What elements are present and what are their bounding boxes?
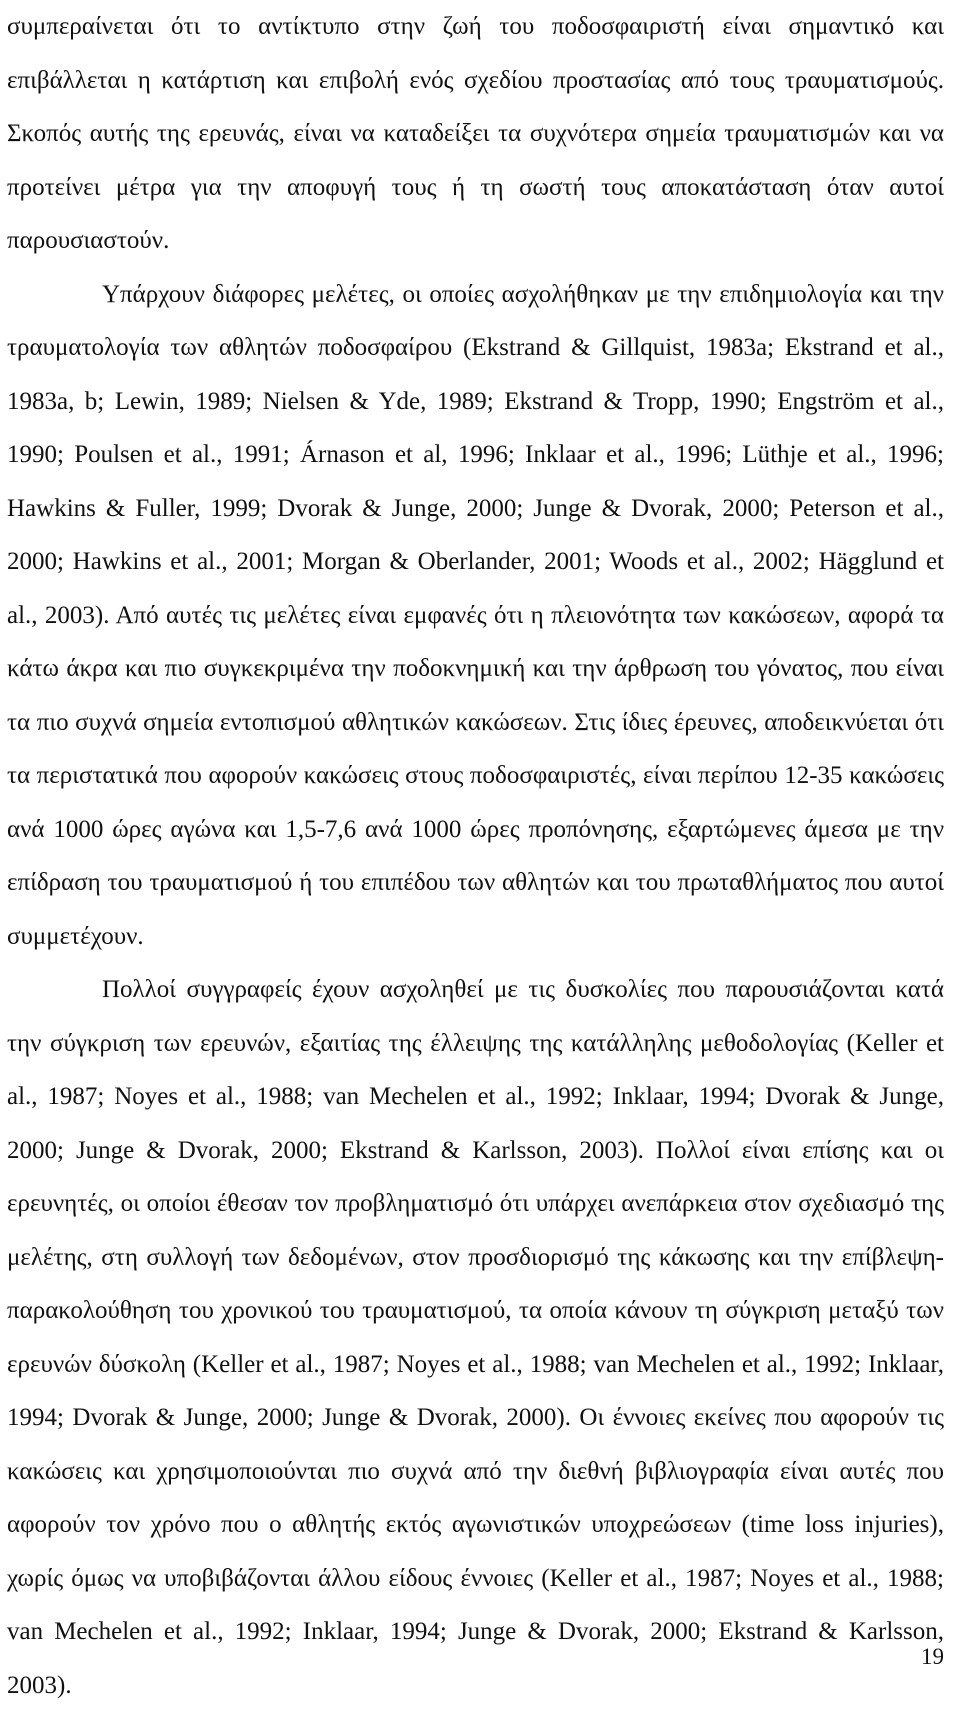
paragraph-methodology-difficulties: Πολλοί συγγραφείς έχουν ασχοληθεί με τις δυσκολίες που παρουσιάζονται κατά την σύγκριση των ερευνών, εξαιτίας της έλλειψης της κατάλληλης μεθοδολογίας (Keller et al., 1987; Noyes et al., 1988; van Mechelen et al., 1992; Inklaar, 1994; Dvorak & Junge, 2000; Junge & Dvorak, 2000; Ekstrand & Karlsson, 2003). Πολλοί είναι επίσης και οι ερευνητές, οι οποίοι έθεσαν τον προβληματισμό ότι υπάρχει ανεπάρκεια στον σχεδιασμό της μελέτης, στη συλλογή των δεδομένων, στον προσδιορισμό της κάκωσης και την επίβλεψη- παρακολούθηση του χρονικού του τραυματισμού, τα οποία κάνουν τη σύγκριση μεταξύ των ερευνών δύσκολη (Keller et al., 1987; Noyes et al., 1988; van Mechelen et al., 1992; Inklaar, 1994; Dvorak & Junge, 2000; Junge & Dvorak, 2000). Οι έννοιες εκείνες που αφορούν τις κακώσεις και χρησιμοποιούνται πιο συχνά από την διεθνή βιβλιογραφία είναι αυτές που αφορούν τον χρόνο που ο αθλητής εκτός αγωνιστικών υποχρεώσεων (time loss injuries), χωρίς όμως να υποβιβάζονται άλλου είδους έννοιες (Keller et al., 1987; Noyes et al., 1988; van Mechelen et al., 1992; Inklaar, 1994; Junge & Dvorak, 2000; Ekstrand & Karlsson, 2003).: [7, 976, 944, 1699]
body-text: [7, 0, 944, 1712]
page-number: 19: [921, 1644, 944, 1669]
paragraph-studies-epidemiology: Υπάρχουν διάφορες μελέτες, οι οποίες ασχολήθηκαν με την επιδημιολογία και την τραυματολογία των αθλητών ποδοσφαίρου (Ekstrand & Gillquist, 1983a; Ekstrand et al., 1983a, b; Lewin, 1989; Nielsen & Yde, 1989; Ekstrand & Tropp, 1990; Engström et al., 1990; Poulsen et al., 1991; Árnason et al, 1996; Inklaar et al., 1996; Lüthje et al., 1996; Hawkins & Fuller, 1999; Dvorak & Junge, 2000; Junge & Dvorak, 2000; Peterson et al., 2000; Hawkins et al., 2001; Morgan & Oberlander, 2001; Woods et al., 2002; Hägglund et al., 2003). Από αυτές τις μελέτες είναι εμφανές ότι η πλειονότητα των κακώσεων, αφορά τα κάτω άκρα και πιο συγκεκριμένα την ποδοκνημική και την άρθρωση του γόνατος, που είναι τα πιο συχνά σημεία εντοπισμού αθλητικών κακώσεων. Στις ίδιες έρευνες, αποδεικνύεται ότι τα περιστατικά που αφορούν κακώσεις στους ποδοσφαιριστές, είναι περίπου 12-35 κακώσεις ανά 1000 ώρες αγώνα και 1,5-7,6 ανά 1000 ώρες προπόνησης, εξαρτώμενες άμεσα με την επίδραση του τραυματισμού ή του επιπέδου των αθλητών και του πρωταθλήματος που αυτοί συμμετέχουν.: [7, 280, 944, 950]
paragraph-intro-continuation: συμπεραίνεται ότι το αντίκτυπο στην ζωή του ποδοσφαιριστή είναι σημαντικό και επιβάλλεται η κατάρτιση και επιβολή ενός σχεδίου προστασίας από τους τραυματισμούς. Σκοπός αυτής της ερευνάς, είναι να καταδείξει τα συχνότερα σημεία τραυματισμών και να προτείνει μέτρα για την αποφυγή τους ή τη σωστή τους αποκατάσταση όταν αυτοί παρουσιαστούν.: [7, 13, 944, 254]
